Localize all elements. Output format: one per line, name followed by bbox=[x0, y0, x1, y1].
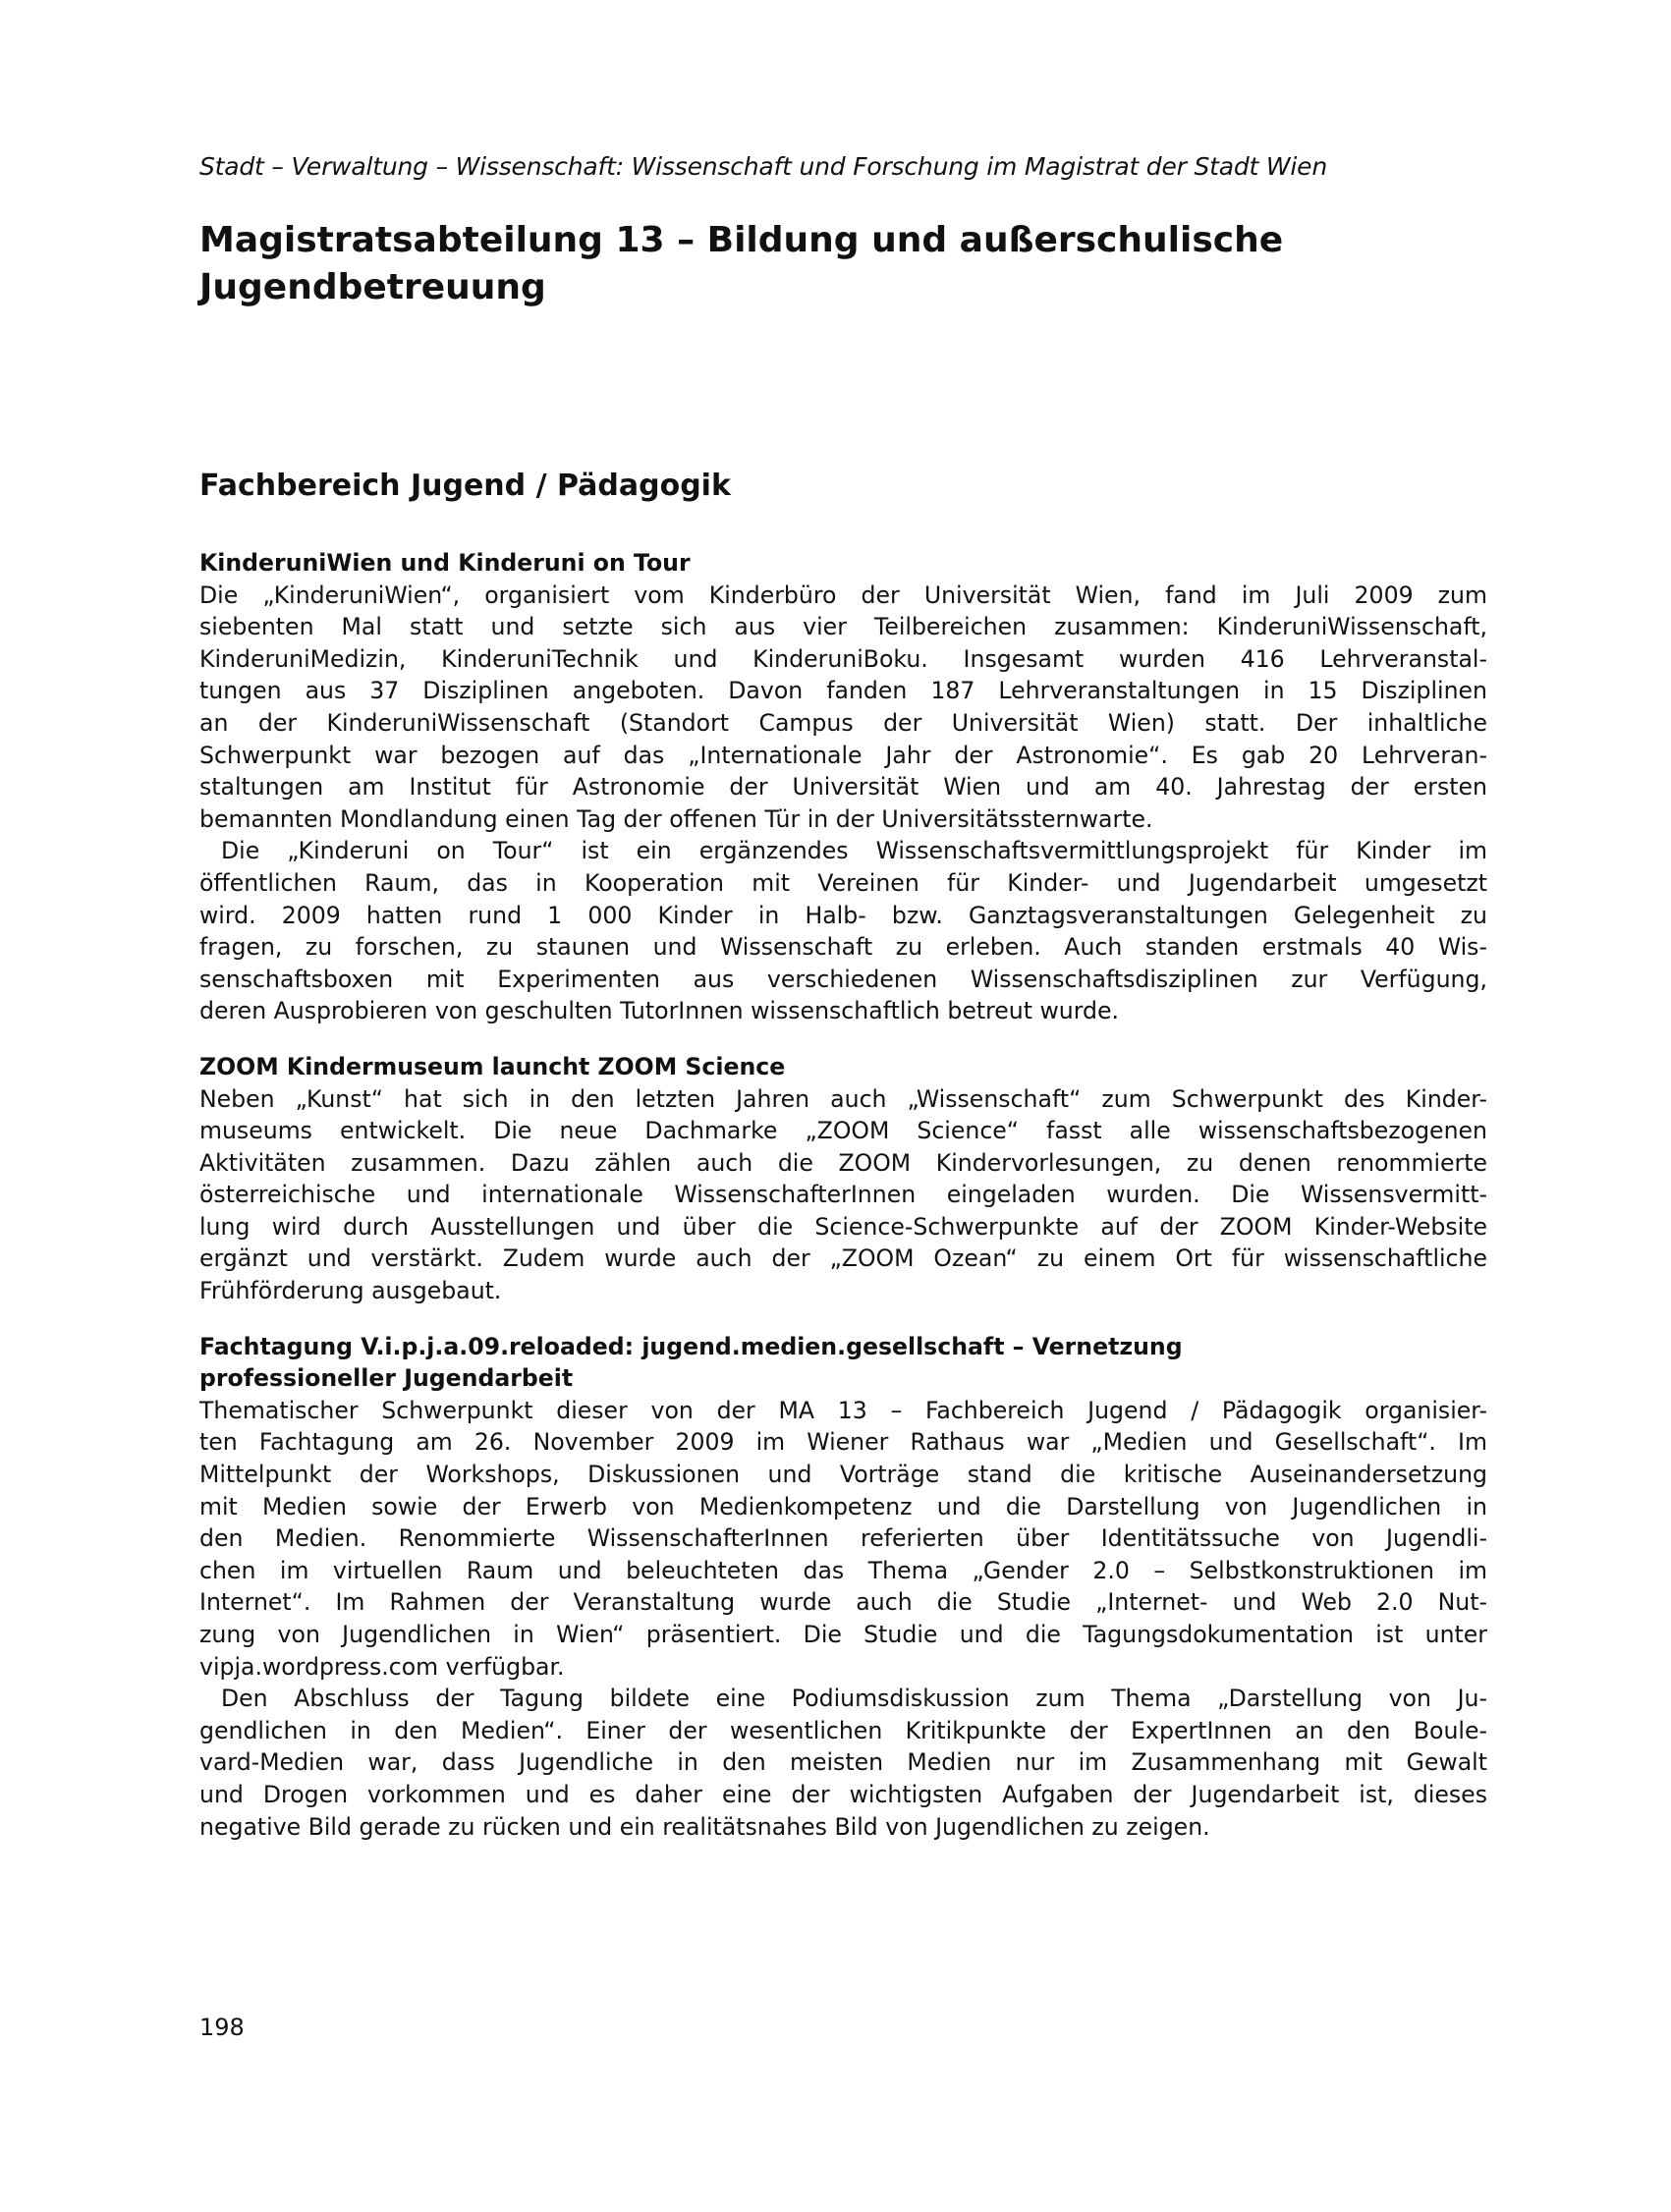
article-section bbox=[199, 1051, 1487, 1307]
page-title-line: Magistratsabteilung 13 – Bildung und außerschulische bbox=[199, 220, 1284, 260]
text-line: tungen aus 37 Disziplinen angeboten. Davon fanden 187 Lehrveranstaltungen in 15 Disziplinen bbox=[199, 677, 1487, 705]
text-line: Die „KinderuniWien“, organisiert vom Kinderbüro der Universität Wien, fand im Juli 2009 zum bbox=[199, 581, 1487, 609]
subsection-heading: ZOOM Kindermuseum launcht ZOOM Science bbox=[199, 1052, 786, 1080]
text-line: KinderuniMedizin, KinderuniTechnik und KinderuniBoku. Insgesamt wurden 416 Lehrveranstal- bbox=[199, 644, 1487, 673]
text-line: öffentlichen Raum, das in Kooperation mit Vereinen für Kinder- und Jugendarbeit umgesetzt bbox=[199, 868, 1487, 897]
text-line: Mittelpunkt der Workshops, Diskussionen und Vorträge stand die kritische Auseinandersetzung bbox=[199, 1461, 1487, 1489]
subsection-heading: professioneller Jugendarbeit bbox=[199, 1364, 574, 1393]
text-line: chen im virtuellen Raum und beleuchteten das Thema „Gender 2.0 – Selbstkonstruktionen im bbox=[199, 1556, 1487, 1584]
text-line: ten Fachtagung am 26. November 2009 im Wiener Rathaus war „Medien und Gesellschaft“. Im bbox=[199, 1428, 1487, 1457]
text-line: österreichische und internationale WissenschafterInnen eingeladen wurden. Die Wissensvermitt- bbox=[199, 1181, 1487, 1209]
paragraph bbox=[199, 1683, 1487, 1843]
page-number: 198 bbox=[199, 2014, 245, 2041]
text-line: Internet“. Im Rahmen der Veranstaltung wurde auch die Studie „Internet- und Web 2.0 Nut- bbox=[199, 1588, 1487, 1617]
text-line: an der KinderuniWissenschaft (Standort Campus der Universität Wien) statt. Der inhaltliche bbox=[199, 708, 1487, 737]
page-title bbox=[199, 217, 1487, 311]
text-line: deren Ausprobieren von geschulten TutorInnen wissenschaftlich betreut wurde. bbox=[199, 997, 1120, 1025]
subsection-heading: KinderuniWien und Kinderuni on Tour bbox=[199, 549, 691, 577]
section-heading: Fachbereich Jugend / Pädagogik bbox=[199, 469, 731, 503]
text-line: ergänzt und verstärkt. Zudem wurde auch der „ZOOM Ozean“ zu einem Ort für wissenschaftliche bbox=[199, 1244, 1487, 1273]
text-line: lung wird durch Ausstellungen und über die Science-Schwerpunkte auf der ZOOM Kinder-Website bbox=[199, 1212, 1487, 1241]
subsection-heading: Fachtagung V.i.p.j.a.09.reloaded: jugend.medien.gesellschaft – Vernetzung bbox=[199, 1332, 1183, 1360]
paragraph bbox=[199, 835, 1487, 1027]
paragraph bbox=[199, 1395, 1487, 1683]
text-line: gendlichen in den Medien“. Einer der wesentlichen Kritikpunkte der ExpertInnen an den Boule- bbox=[199, 1716, 1487, 1744]
text-line: zung von Jugendlichen in Wien“ präsentiert. Die Studie und die Tagungsdokumentation ist unter bbox=[199, 1621, 1487, 1648]
running-head: Stadt – Verwaltung – Wissenschaft: Wissenschaft und Forschung im Magistrat der Stadt Wien bbox=[199, 152, 1327, 181]
page-title-line: Jugendbetreuung bbox=[199, 267, 546, 307]
text-line: fragen, zu forschen, zu staunen und Wissenschaft zu erleben. Auch standen erstmals 40 Wis- bbox=[199, 933, 1487, 962]
paragraph bbox=[199, 580, 1487, 836]
text-line: negative Bild gerade zu rücken und ein realitätsnahes Bild von Jugendlichen zu zeigen. bbox=[199, 1812, 1210, 1841]
text-line: museums entwickelt. Die neue Dachmarke „ZOOM Science“ fasst alle wissenschaftsbezogenen bbox=[199, 1117, 1487, 1145]
text-line: Aktivitäten zusammen. Dazu zählen auch die ZOOM Kindervorlesungen, zu denen renommierte bbox=[199, 1148, 1487, 1177]
text-line: staltungen am Institut für Astronomie der Universität Wien und am 40. Jahrestag der ersten bbox=[199, 773, 1487, 802]
text-line: Den Abschluss der Tagung bildete eine Podiumsdiskussion zum Thema „Darstellung von Ju- bbox=[221, 1685, 1487, 1713]
text-line: vipja.wordpress.com verfügbar. bbox=[199, 1652, 565, 1681]
text-line: den Medien. Renommierte WissenschafterInnen referierten über Identitätssuche von Jugendli- bbox=[199, 1524, 1487, 1553]
text-line: Die „Kinderuni on Tour“ ist ein ergänzendes Wissenschaftsvermittlungsprojekt für Kinder im bbox=[221, 837, 1487, 865]
article-body bbox=[199, 547, 1487, 1866]
article-section bbox=[199, 1331, 1487, 1844]
text-line: siebenten Mal statt und setzte sich aus vier Teilbereichen zusammen: KinderuniWissenschaft, bbox=[199, 613, 1487, 641]
text-line: Schwerpunkt war bezogen auf das „Internationale Jahr der Astronomie“. Es gab 20 Lehrveran- bbox=[199, 741, 1487, 769]
text-line: mit Medien sowie der Erwerb von Medienkompetenz und die Darstellung von Jugendlichen in bbox=[199, 1492, 1487, 1521]
text-line: vard-Medien war, dass Jugendliche in den meisten Medien nur im Zusammenhang mit Gewalt bbox=[199, 1748, 1487, 1777]
text-line: wird. 2009 hatten rund 1 000 Kinder in Halb- bzw. Ganztagsveranstaltungen Gelegenheit zu bbox=[199, 901, 1487, 929]
text-line: bemannten Mondlandung einen Tag der offenen Tür in der Universitätssternwarte. bbox=[199, 804, 1153, 833]
paragraph bbox=[199, 1083, 1487, 1307]
article-section bbox=[199, 547, 1487, 1027]
text-line: Neben „Kunst“ hat sich in den letzten Jahren auch „Wissenschaft“ zum Schwerpunkt des Kinder- bbox=[199, 1084, 1487, 1113]
text-line: und Drogen vorkommen und es daher eine der wichtigsten Aufgaben der Jugendarbeit ist, dieses bbox=[199, 1780, 1487, 1808]
text-line: senschaftsboxen mit Experimenten aus verschiedenen Wissenschaftsdisziplinen zur Verfügung, bbox=[199, 965, 1487, 993]
text-line: Frühförderung ausgebaut. bbox=[199, 1277, 502, 1305]
text-line: Thematischer Schwerpunkt dieser von der MA 13 – Fachbereich Jugend / Pädagogik organisier- bbox=[199, 1396, 1487, 1424]
